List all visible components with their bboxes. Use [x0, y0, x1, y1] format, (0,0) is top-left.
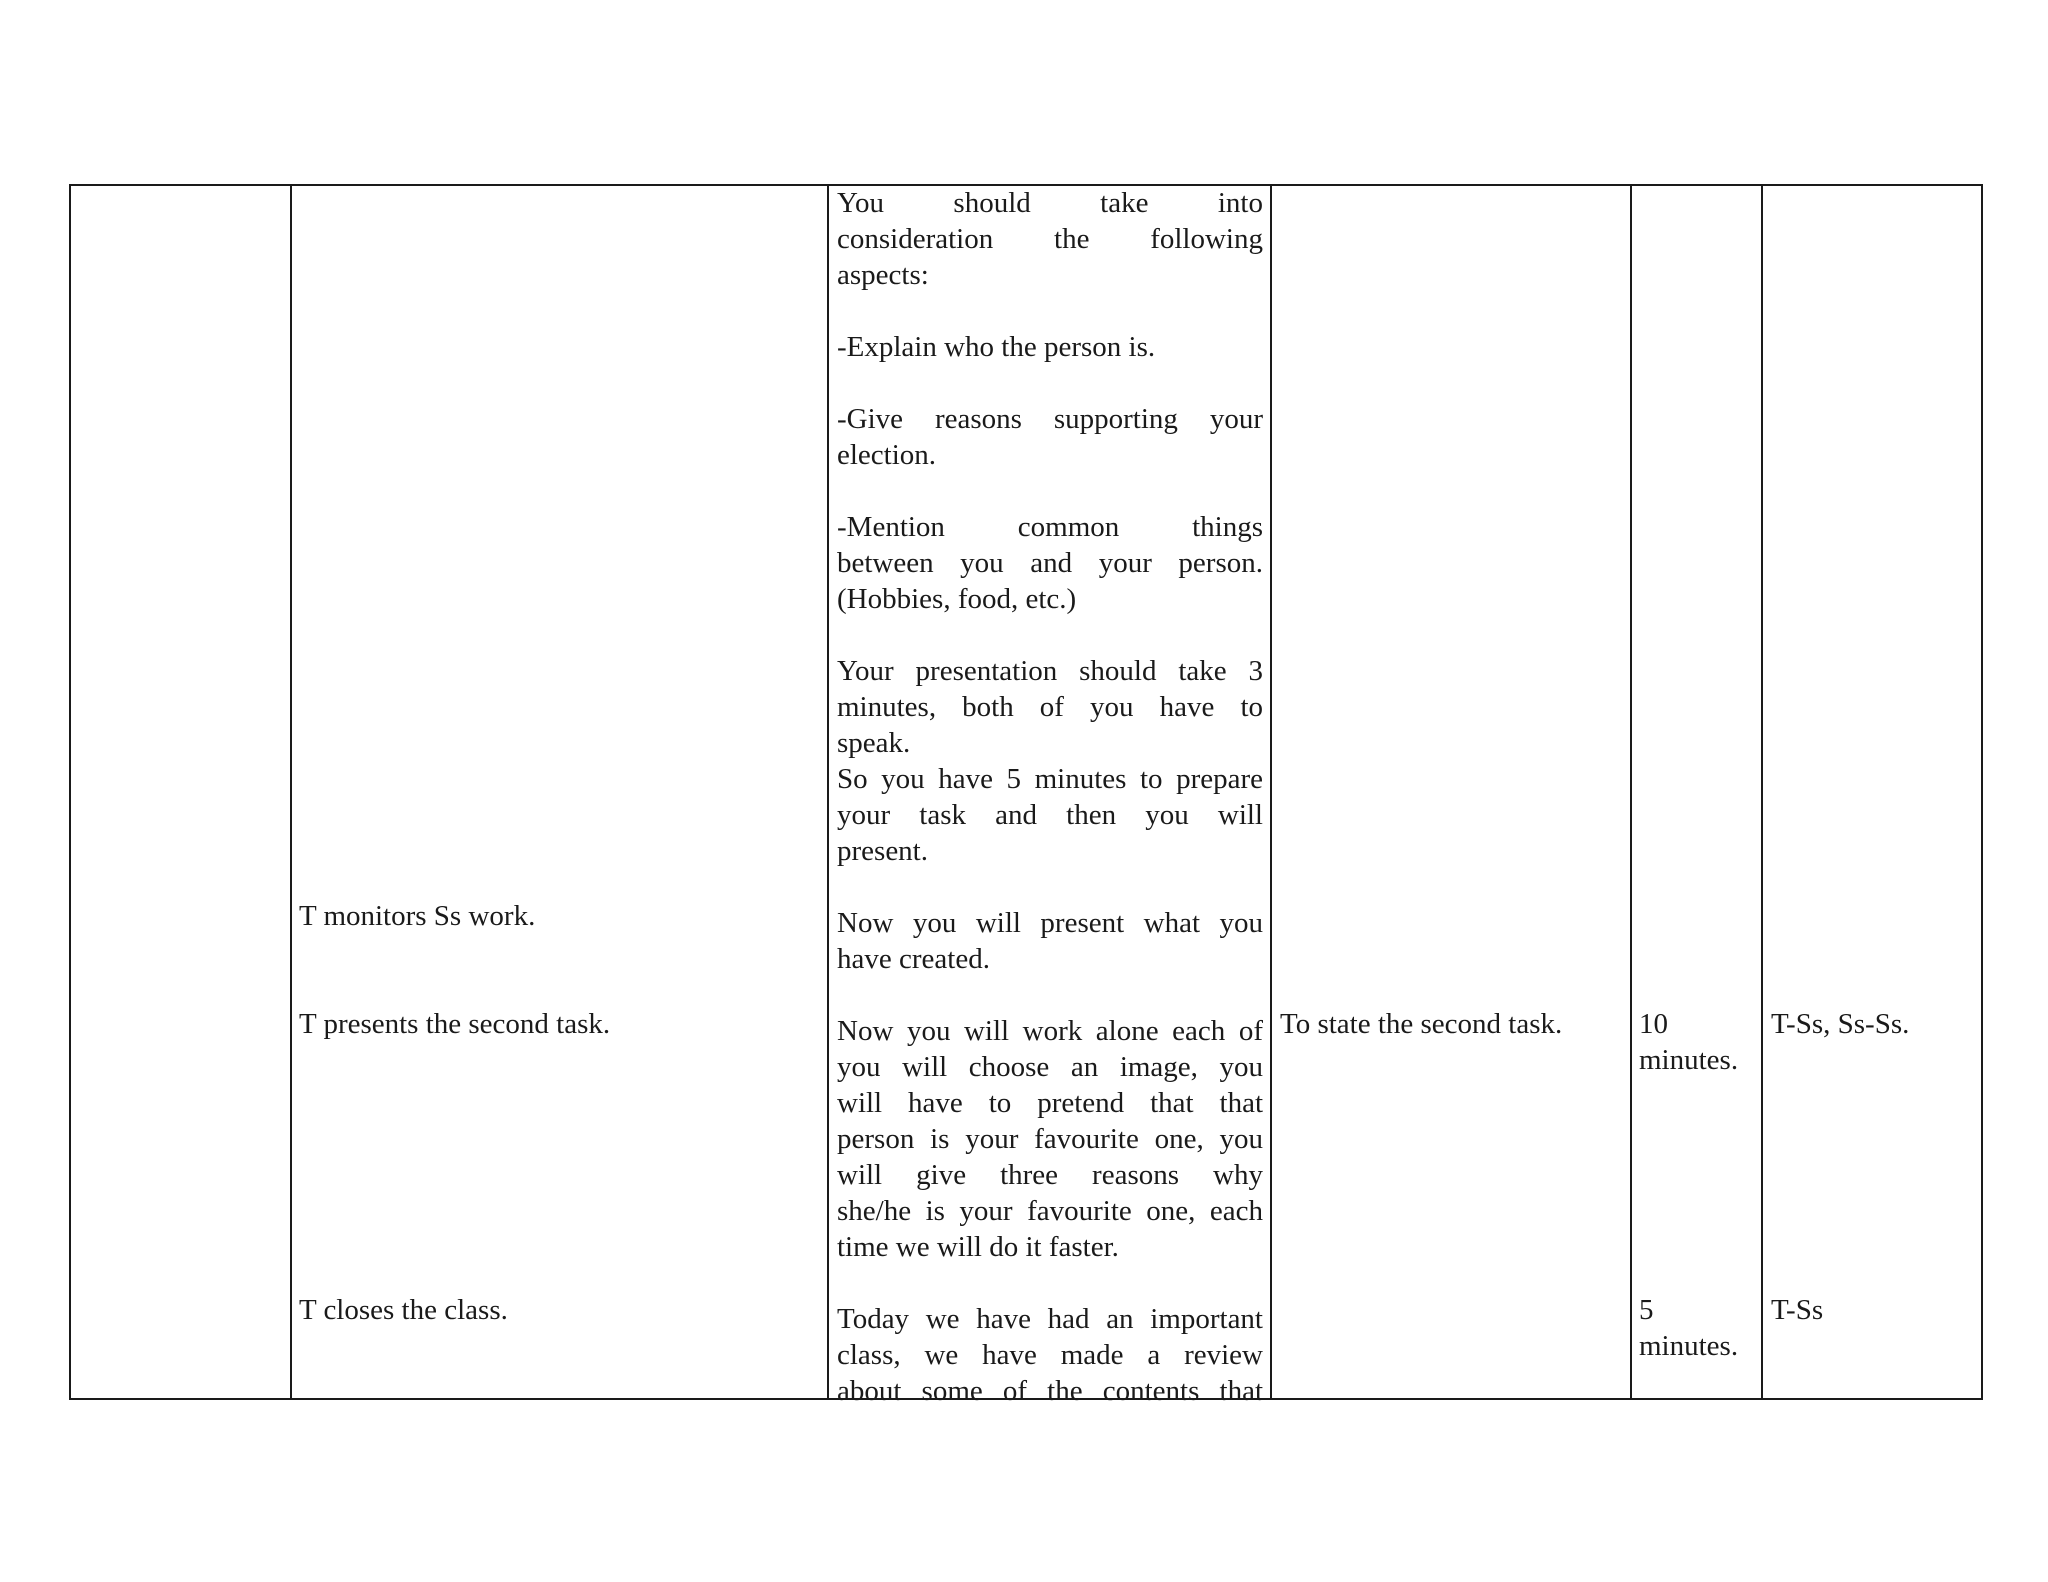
- text-line: -Mention common things: [837, 511, 1263, 543]
- text-line: will give three reasons why: [837, 1159, 1263, 1191]
- procedure-closes-class: T closes the class.: [299, 1294, 508, 1326]
- text-line: person is your favourite one, you: [837, 1123, 1263, 1155]
- interaction-closing: T-Ss: [1771, 1294, 1824, 1326]
- text-line: consideration the following: [837, 223, 1263, 255]
- text-line: Now you will present what you: [837, 907, 1263, 939]
- text-line: she/he is your favourite one, each: [837, 1195, 1263, 1227]
- time-unit: minutes.: [1639, 1044, 1739, 1076]
- instructions-aspects-paragraph: [837, 185, 1263, 293]
- column-divider: [827, 186, 829, 1398]
- text-line: speak.: [837, 727, 911, 759]
- text-line: So you have 5 minutes to prepare: [837, 763, 1263, 795]
- column-divider: [1630, 186, 1632, 1398]
- text-line: minutes, both of you have to: [837, 691, 1263, 723]
- aim-second-task: To state the second task.: [1280, 1008, 1563, 1040]
- text-line: Your presentation should take 3: [837, 655, 1263, 687]
- text-line: aspects:: [837, 259, 929, 291]
- instructions-explain-paragraph: [837, 329, 1263, 365]
- instructions-reasons-paragraph: [837, 401, 1263, 473]
- column-divider: [1270, 186, 1272, 1398]
- interaction-second-task: T-Ss, Ss-Ss.: [1771, 1008, 1910, 1040]
- column-divider: [290, 186, 292, 1398]
- text-line: class, we have made a review: [837, 1339, 1263, 1371]
- text-line: Now you will work alone each of: [837, 1015, 1263, 1047]
- text-line: You should take into: [837, 187, 1263, 219]
- text-line: (Hobbies, food, etc.): [837, 583, 1077, 615]
- text-line: you will choose an image, you: [837, 1051, 1263, 1083]
- text-line: election.: [837, 439, 937, 471]
- text-line: Today we have had an important: [837, 1303, 1263, 1335]
- instructions-block: [837, 185, 1263, 1409]
- instructions-present-paragraph: [837, 905, 1263, 977]
- text-line: present.: [837, 835, 928, 867]
- instructions-common-things-paragraph: [837, 509, 1263, 617]
- time-unit: minutes.: [1639, 1330, 1739, 1362]
- time-value: 10: [1639, 1008, 1668, 1040]
- time-closing: [1639, 1292, 1738, 1364]
- text-line: have created.: [837, 943, 990, 975]
- text-line: -Give reasons supporting your: [837, 403, 1263, 435]
- instructions-closing-paragraph: [837, 1301, 1263, 1409]
- text-line: your task and then you will: [837, 799, 1263, 831]
- time-second-task: [1639, 1006, 1738, 1078]
- procedure-monitors: T monitors Ss work.: [299, 900, 536, 932]
- instructions-second-task-paragraph: [837, 1013, 1263, 1265]
- text-line: time we will do it faster.: [837, 1231, 1119, 1263]
- text-line: between you and your person.: [837, 547, 1263, 579]
- instructions-presentation-paragraph: [837, 653, 1263, 869]
- procedure-second-task: T presents the second task.: [299, 1008, 611, 1040]
- column-divider: [1761, 186, 1763, 1398]
- text-line: -Explain who the person is.: [837, 331, 1156, 363]
- text-line: about some of the contents that: [837, 1375, 1263, 1407]
- time-value: 5: [1639, 1294, 1654, 1326]
- text-line: will have to pretend that that: [837, 1087, 1263, 1119]
